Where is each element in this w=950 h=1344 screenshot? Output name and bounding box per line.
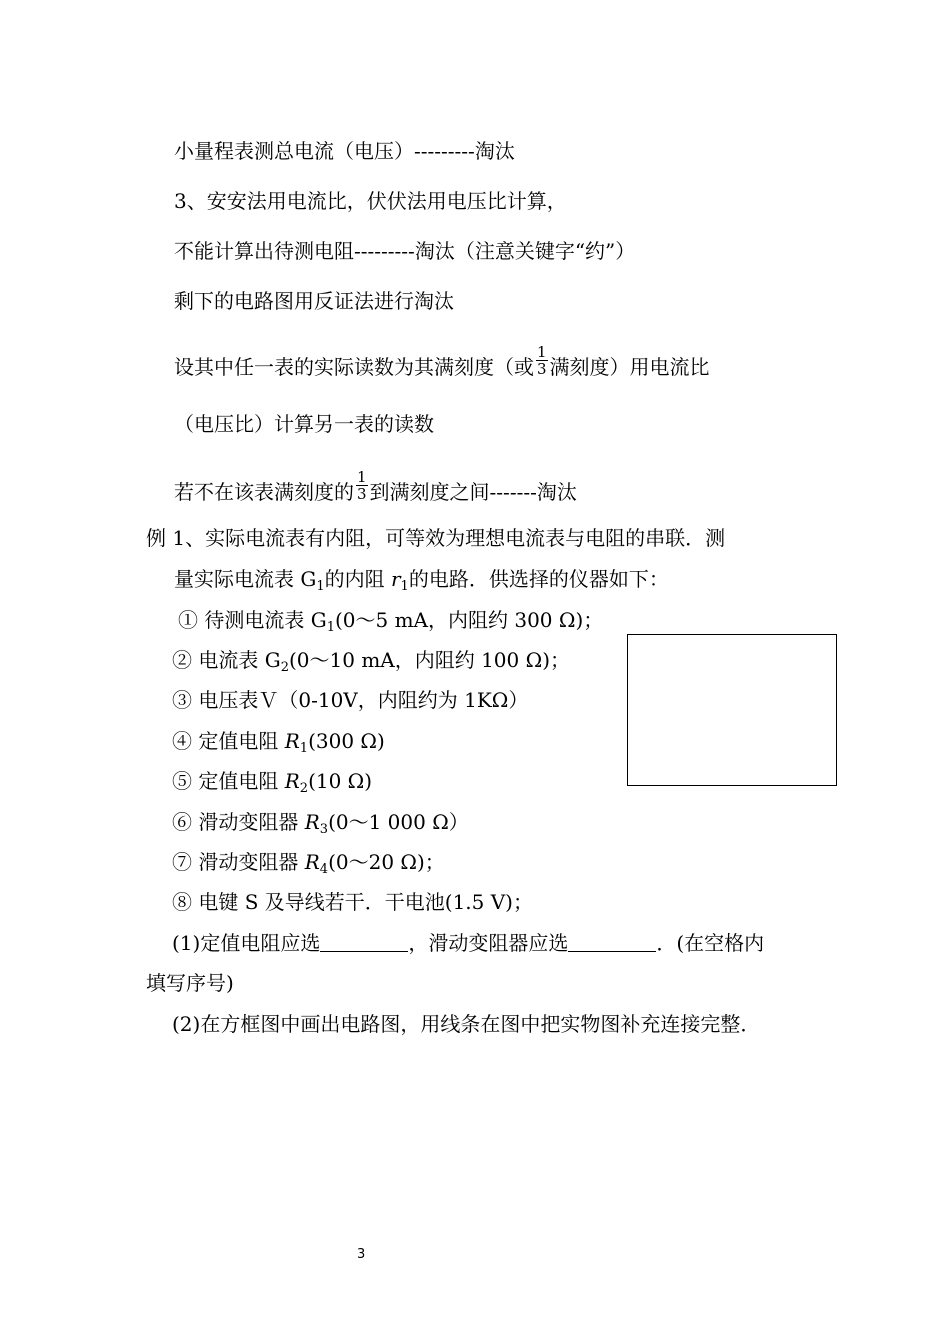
question-1-cont: 填写序号)	[146, 971, 234, 995]
subscript: 1	[316, 579, 325, 594]
question-1-b: ，滑动变阻器应选	[408, 931, 569, 955]
text-line-5	[174, 343, 710, 385]
subscript: 2	[299, 781, 309, 796]
text-line-5-start: 设其中任一表的实际读数为其满刻度（或	[174, 355, 534, 379]
variable-R: R	[284, 729, 300, 753]
fraction-numerator: 1	[537, 343, 547, 361]
question-1-c: ．(在空格内	[656, 931, 765, 955]
fraction-numerator: 1	[357, 468, 367, 486]
text-line-1: 小量程表测总电流（电压）---------淘汰	[174, 139, 515, 163]
text-line-7	[174, 468, 577, 510]
subscript: 2	[280, 660, 289, 675]
answer-blank-2[interactable]	[568, 933, 656, 952]
item-1-a: ① 待测电流表 G	[178, 608, 327, 632]
item-6-b: (0～1 000 Ω）	[328, 810, 469, 834]
text-line-5-end: 满刻度）用电流比	[549, 355, 710, 379]
item-2-a: ② 电流表 G	[172, 648, 281, 672]
item-4-a: ④ 定值电阻	[172, 729, 285, 753]
item-5-b: (10 Ω)	[308, 769, 373, 793]
fraction-denominator: 3	[537, 360, 547, 378]
variable-R: R	[304, 850, 320, 874]
question-2: (2)在方框图中画出电路图，用线条在图中把实物图补充连接完整．	[172, 1012, 761, 1036]
item-7	[172, 849, 445, 883]
item-1-b: (0～5 mA，内阻约 300 Ω)；	[334, 608, 604, 632]
subscript: 1	[400, 579, 409, 594]
subscript: 4	[319, 862, 329, 877]
example-line-1: 例 1、实际电流表有内阻，可等效为理想电流表与电阻的串联．测	[146, 526, 726, 550]
fraction-denominator: 3	[357, 485, 367, 503]
text-line-7-end: 到满刻度之间-------淘汰	[369, 480, 577, 504]
item-6-a: ⑥ 滑动变阻器	[172, 810, 305, 834]
example-line-2-a: 量实际电流表 G	[174, 567, 317, 591]
fraction-one-third	[536, 344, 548, 377]
item-1	[178, 607, 603, 641]
text-line-7-start: 若不在该表满刻度的	[174, 480, 354, 504]
text-line-3: 不能计算出待测电阻---------淘汰（注意关键字“约”）	[174, 239, 636, 263]
question-1-a: (1)定值电阻应选	[172, 931, 321, 955]
item-6	[172, 809, 469, 843]
item-8: ⑧ 电键 S 及导线若干．干电池(1.5 V)；	[172, 890, 533, 914]
subscript: 1	[299, 741, 309, 756]
example-line-2	[174, 566, 669, 600]
fraction-one-third-2	[356, 469, 368, 502]
circuit-diagram-box	[627, 634, 837, 786]
text-line-2: 3、安安法用电流比，伏伏法用电压比计算，	[174, 189, 567, 213]
question-1	[172, 930, 764, 956]
page-number: 3	[357, 1247, 366, 1262]
item-2	[172, 647, 570, 681]
item-4-b: (300 Ω)	[308, 729, 385, 753]
variable-r: r	[390, 567, 401, 591]
item-4	[172, 728, 385, 762]
subscript: 3	[319, 822, 329, 837]
text-line-4: 剩下的电路图用反证法进行淘汰	[174, 289, 454, 313]
item-5	[172, 768, 372, 802]
subscript: 1	[326, 620, 335, 635]
item-7-a: ⑦ 滑动变阻器	[172, 850, 305, 874]
item-5-a: ⑤ 定值电阻	[172, 769, 285, 793]
answer-blank-1[interactable]	[320, 933, 408, 952]
variable-R: R	[304, 810, 320, 834]
text-line-6: （电压比）计算另一表的读数	[174, 412, 434, 436]
item-3: ③ 电压表Ｖ（0-10V，内阻约为 1KΩ）	[172, 688, 529, 712]
example-line-2-b: 的内阻	[324, 567, 391, 591]
example-line-2-c: 的电路．供选择的仪器如下：	[408, 567, 669, 591]
variable-R: R	[284, 769, 300, 793]
item-2-b: (0～10 mA，内阻约 100 Ω)；	[288, 648, 570, 672]
item-7-b: (0～20 Ω)；	[328, 850, 445, 874]
